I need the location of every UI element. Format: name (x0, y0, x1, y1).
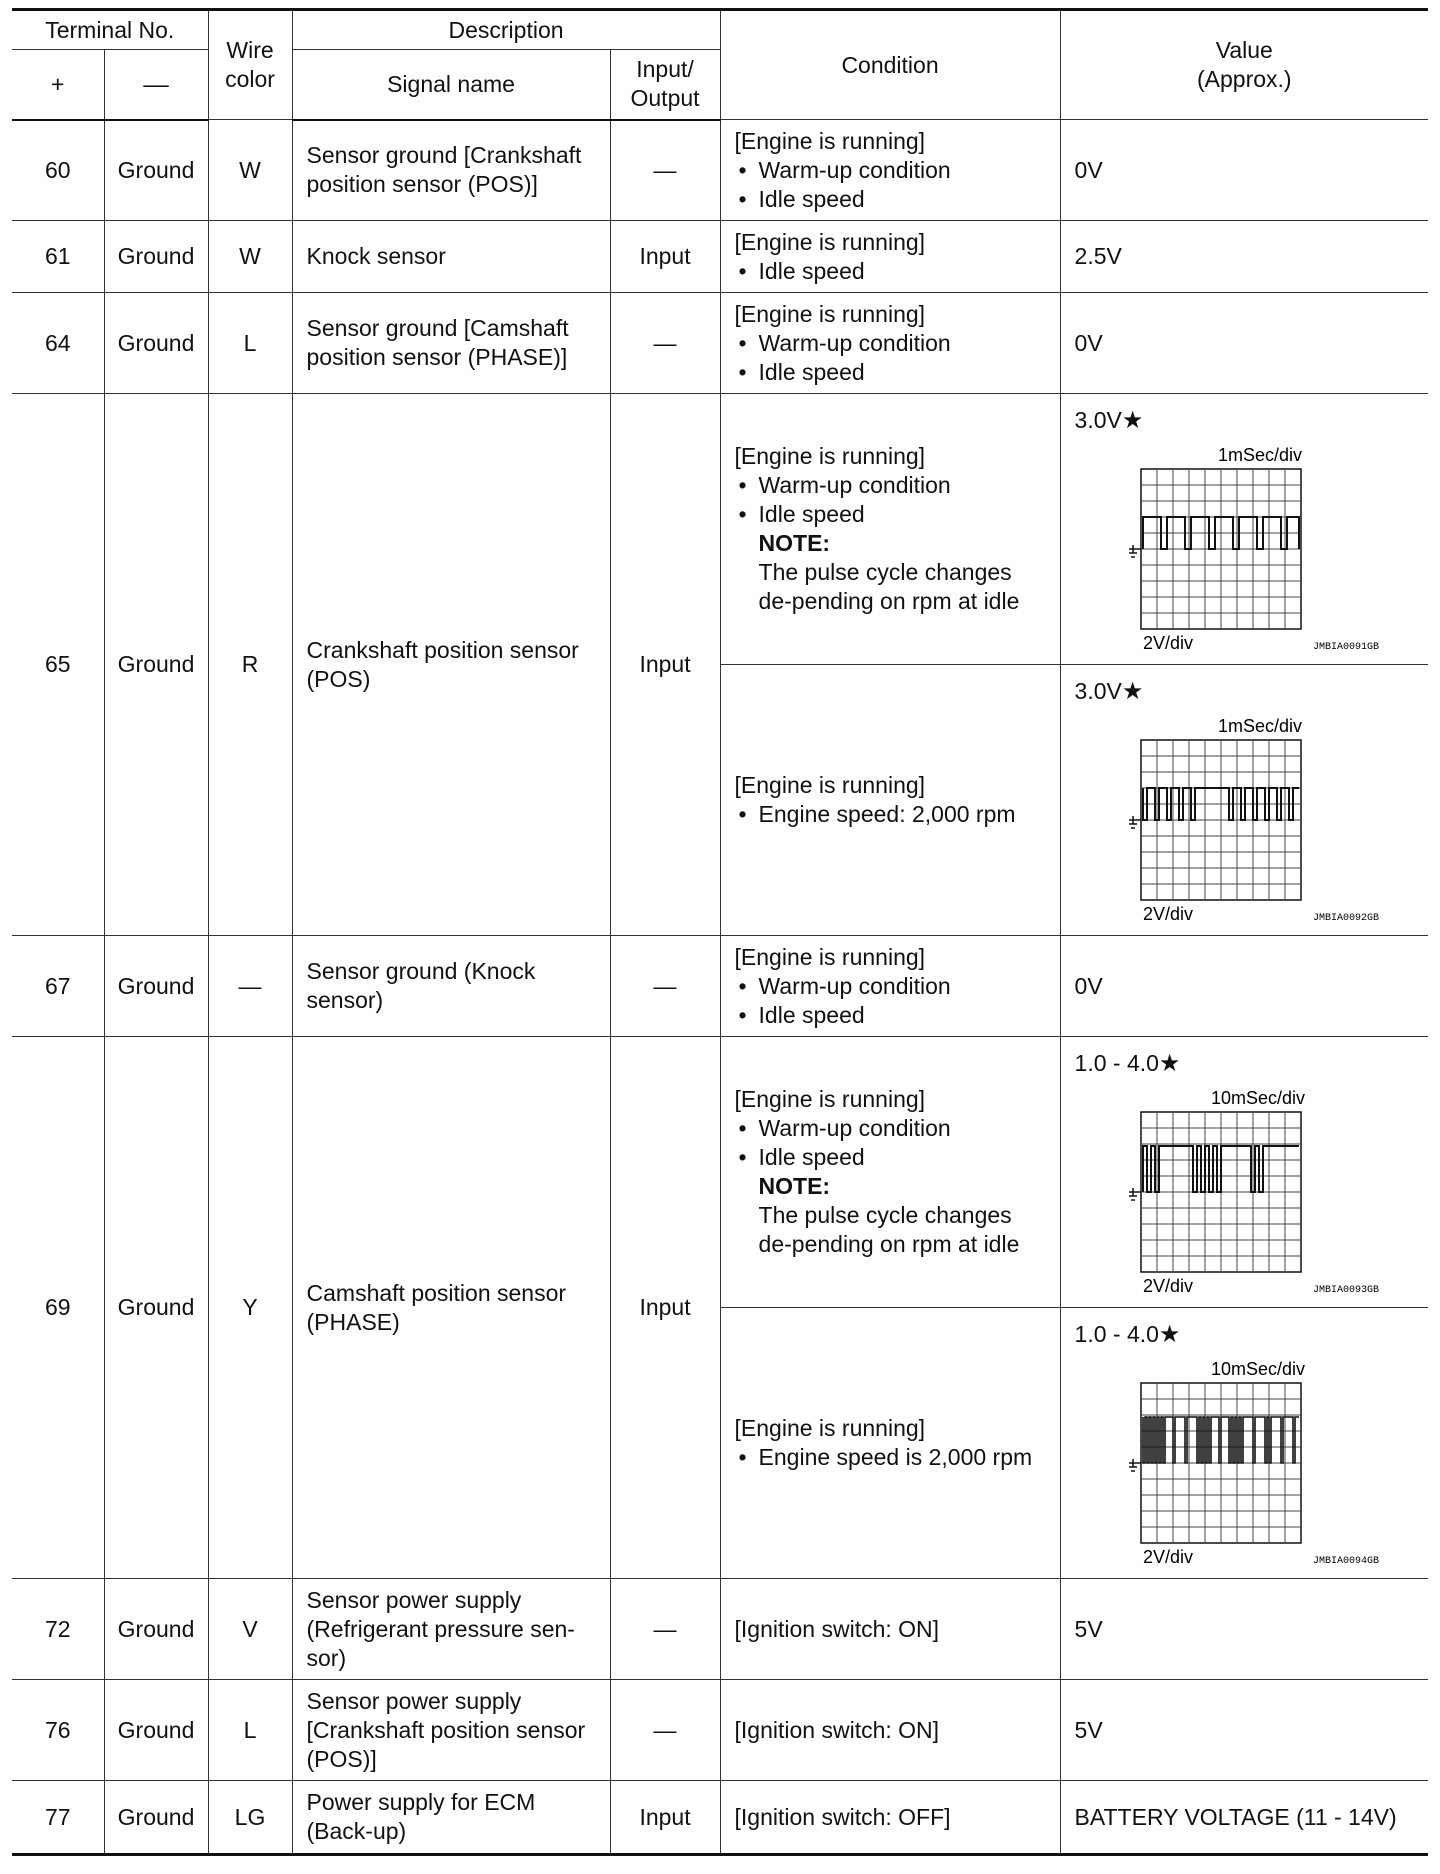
star-icon: ★ (1158, 1321, 1181, 1348)
condition-title: [Engine is running] (734, 943, 926, 970)
time-div-label: 1mSec/div (1217, 716, 1302, 736)
condition-title: [Engine is running] (734, 228, 926, 255)
condition-item: • Engine speed: 2,000 rpm (735, 800, 1046, 829)
table-row (12, 394, 1428, 665)
signal-name: Crankshaft position sensor (POS) (292, 394, 610, 936)
condition-item: • Idle speed (735, 500, 1046, 529)
wire-color: R (208, 394, 292, 936)
input-output: — (610, 293, 720, 394)
condition (720, 221, 1060, 293)
figure-code: JMBIA0092GB (1312, 913, 1379, 924)
terminal-plus: 69 (12, 1037, 104, 1579)
table-row (12, 120, 1428, 221)
condition (720, 1781, 1060, 1855)
terminal-minus: Ground (104, 1781, 208, 1855)
wire-color: W (208, 120, 292, 221)
header-value (1060, 10, 1428, 120)
input-output: Input (610, 394, 720, 936)
value (1060, 665, 1428, 936)
header-minus: –– (104, 50, 208, 120)
value: 0V (1060, 120, 1428, 221)
condition-item: • Warm-up condition (735, 156, 1046, 185)
table-row (12, 1579, 1428, 1680)
terminal-minus: Ground (104, 1680, 208, 1781)
condition-item: • Idle speed (735, 358, 1046, 387)
time-div-label: 1mSec/div (1217, 445, 1302, 465)
condition (720, 1037, 1060, 1308)
condition-item: • Warm-up condition (735, 972, 1046, 1001)
value: BATTERY VOLTAGE (11 - 14V) (1060, 1781, 1428, 1855)
wire-color: L (208, 293, 292, 394)
input-output: — (610, 936, 720, 1037)
note-label: NOTE: (758, 530, 831, 556)
value: 0V (1060, 293, 1428, 394)
note-text: The pulse cycle changes de-pending on rpm at idle (758, 1202, 1020, 1257)
header-condition: Condition (720, 10, 1060, 120)
condition-item: • Warm-up condition (735, 471, 1046, 500)
wire-color: L (208, 1680, 292, 1781)
condition-item: • Idle speed (735, 1001, 1046, 1030)
figure-code: JMBIA0091GB (1312, 642, 1379, 653)
condition-title: [Ignition switch: ON] (734, 1716, 940, 1743)
value: 5V (1060, 1680, 1428, 1781)
value: 5V (1060, 1579, 1428, 1680)
wire-color: Y (208, 1037, 292, 1579)
oscilloscope-waveform (1083, 1353, 1403, 1567)
condition-item: • Warm-up condition (735, 329, 1046, 358)
table-row (12, 1037, 1428, 1308)
terminal-plus: 72 (12, 1579, 104, 1680)
terminal-minus: Ground (104, 1579, 208, 1680)
wire-color: V (208, 1579, 292, 1680)
ground-icon (1129, 1459, 1141, 1471)
header-value-title: Value (1215, 37, 1273, 63)
ground-icon (1129, 816, 1141, 828)
note-label: NOTE: (758, 1173, 831, 1199)
terminal-plus: 77 (12, 1781, 104, 1855)
figure-code: JMBIA0094GB (1312, 1556, 1379, 1567)
wire-color: — (208, 936, 292, 1037)
condition (720, 394, 1060, 665)
header-description: Description (292, 10, 720, 50)
value-text: 1.0 - 4.0 (1074, 1321, 1159, 1347)
star-icon: ★ (1121, 678, 1144, 705)
condition-title: [Engine is running] (734, 772, 926, 798)
terminal-minus: Ground (104, 394, 208, 936)
time-div-label: 10mSec/div (1210, 1088, 1305, 1108)
condition (720, 1308, 1060, 1579)
terminal-plus: 65 (12, 394, 104, 936)
condition-title: [Engine is running] (734, 1415, 926, 1441)
value: 0V (1060, 936, 1428, 1037)
table-row (12, 936, 1428, 1037)
volt-div-label: 2V/div (1142, 633, 1193, 653)
terminal-plus: 60 (12, 120, 104, 221)
terminal-minus: Ground (104, 221, 208, 293)
terminal-plus: 76 (12, 1680, 104, 1781)
table-row (12, 293, 1428, 394)
terminal-table (12, 8, 1428, 1856)
input-output: — (610, 120, 720, 221)
terminal-minus: Ground (104, 1037, 208, 1579)
header-wire-color: Wire color (208, 10, 292, 120)
ground-icon (1129, 545, 1141, 557)
signal-name: Sensor ground [Crankshaft position sensor (POS)] (292, 120, 610, 221)
terminal-minus: Ground (104, 936, 208, 1037)
value-text: 3.0V (1074, 678, 1122, 704)
condition (720, 120, 1060, 221)
value-text: 1.0 - 4.0 (1074, 1050, 1159, 1076)
header-signal-name: Signal name (292, 50, 610, 120)
condition (720, 665, 1060, 936)
terminal-minus: Ground (104, 293, 208, 394)
input-output: Input (610, 1037, 720, 1579)
condition-title: [Engine is running] (734, 127, 926, 154)
value-text: 3.0V (1074, 407, 1122, 433)
terminal-plus: 61 (12, 221, 104, 293)
volt-div-label: 2V/div (1142, 1547, 1193, 1567)
table-row (12, 221, 1428, 293)
header-input-output: Input/ Output (610, 50, 720, 120)
table-row (12, 1781, 1428, 1855)
condition-item: • Idle speed (735, 1143, 1046, 1172)
terminal-minus: Ground (104, 120, 208, 221)
condition-title: [Engine is running] (734, 300, 926, 327)
oscilloscope-waveform (1083, 439, 1403, 653)
value: 2.5V (1060, 221, 1428, 293)
signal-name: Camshaft position sensor (PHASE) (292, 1037, 610, 1579)
header-value-sub: (Approx.) (1196, 66, 1292, 92)
terminal-plus: 67 (12, 936, 104, 1037)
value (1060, 394, 1428, 665)
figure-code: JMBIA0093GB (1312, 1285, 1379, 1296)
signal-name: Sensor power supply (Refrigerant pressure sen-sor) (292, 1579, 610, 1680)
input-output: Input (610, 221, 720, 293)
value (1060, 1308, 1428, 1579)
time-div-label: 10mSec/div (1210, 1359, 1305, 1379)
table-row (12, 1680, 1428, 1781)
input-output: — (610, 1579, 720, 1680)
oscilloscope-waveform (1083, 1082, 1403, 1296)
signal-name: Sensor ground [Camshaft position sensor (PHASE)] (292, 293, 610, 394)
oscilloscope-waveform (1083, 710, 1403, 924)
ground-icon (1129, 1188, 1141, 1200)
condition (720, 1680, 1060, 1781)
condition-item: • Idle speed (735, 257, 1046, 286)
input-output: Input (610, 1781, 720, 1855)
signal-name: Sensor ground (Knock sensor) (292, 936, 610, 1037)
condition (720, 1579, 1060, 1680)
condition-title: [Ignition switch: OFF] (734, 1803, 951, 1830)
header-plus: + (12, 50, 104, 120)
star-icon: ★ (1158, 1050, 1181, 1077)
value (1060, 1037, 1428, 1308)
wire-color: W (208, 221, 292, 293)
wire-color: LG (208, 1781, 292, 1855)
terminal-plus: 64 (12, 293, 104, 394)
condition-title: [Engine is running] (734, 443, 926, 469)
condition-item: • Idle speed (735, 185, 1046, 214)
signal-name: Power supply for ECM (Back-up) (292, 1781, 610, 1855)
condition-item: • Engine speed is 2,000 rpm (735, 1443, 1046, 1472)
note-text: The pulse cycle changes de-pending on rpm at idle (758, 559, 1020, 614)
condition-title: [Ignition switch: ON] (734, 1615, 940, 1642)
input-output: — (610, 1680, 720, 1781)
condition-item: • Warm-up condition (735, 1114, 1046, 1143)
volt-div-label: 2V/div (1142, 1276, 1193, 1296)
condition (720, 293, 1060, 394)
header-terminal-no: Terminal No. (12, 10, 208, 50)
signal-name: Sensor power supply [Crankshaft position sensor (POS)] (292, 1680, 610, 1781)
condition (720, 936, 1060, 1037)
condition-title: [Engine is running] (734, 1086, 926, 1112)
volt-div-label: 2V/div (1142, 904, 1193, 924)
star-icon: ★ (1121, 407, 1144, 434)
signal-name: Knock sensor (292, 221, 610, 293)
